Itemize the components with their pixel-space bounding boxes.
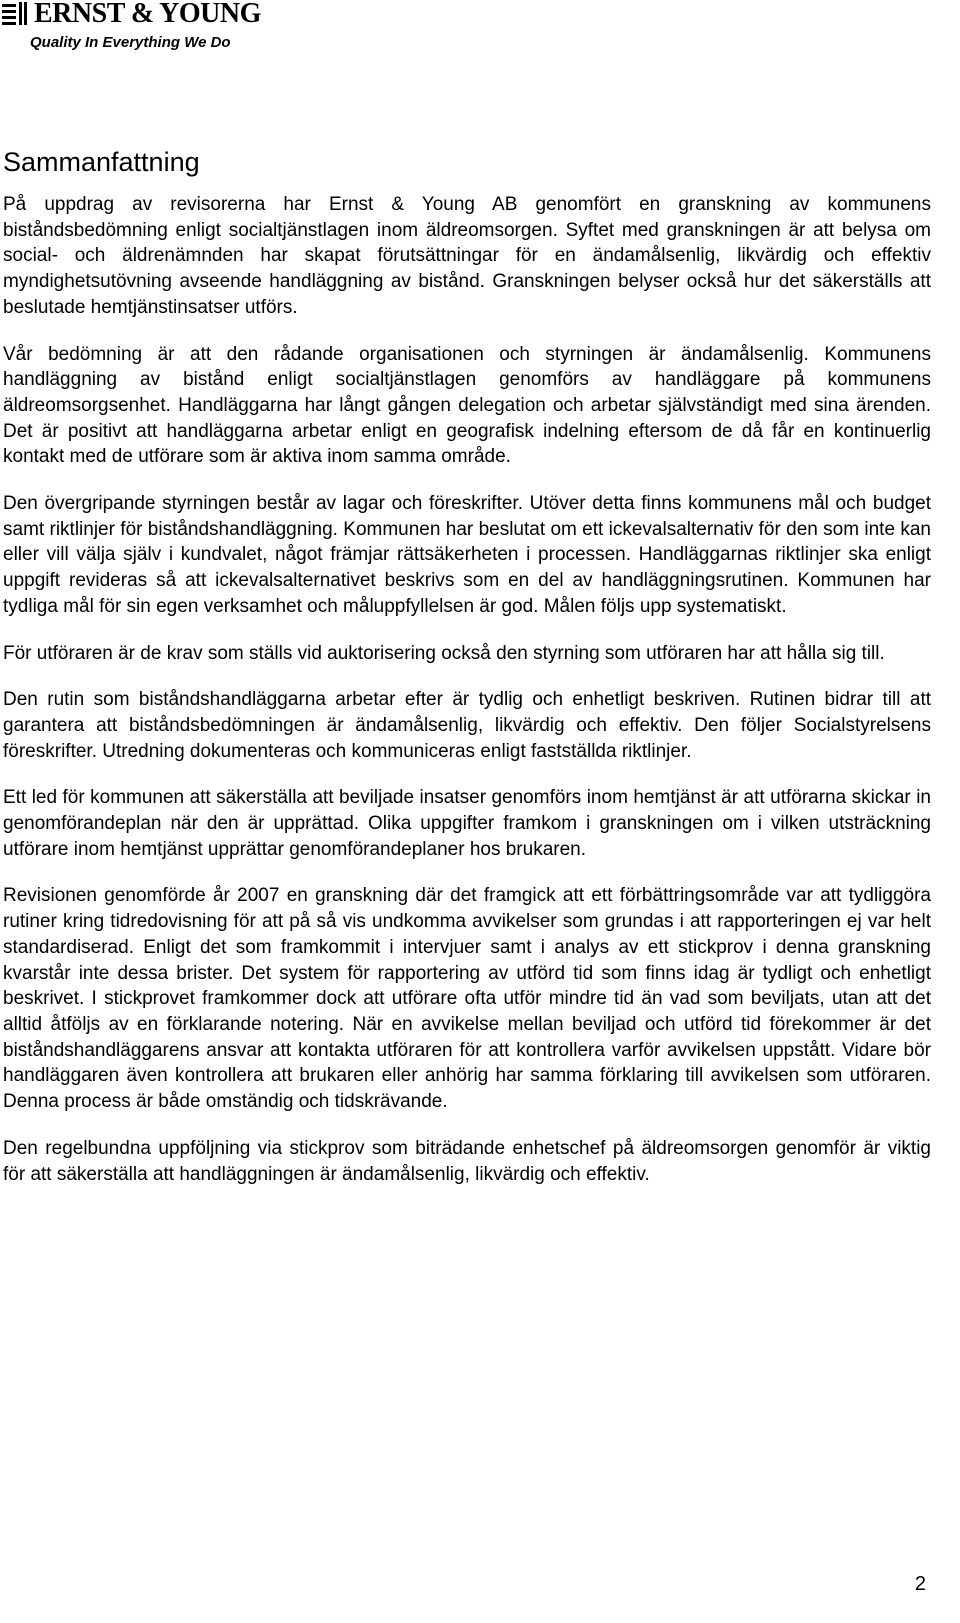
page-number: 2 <box>914 1573 926 1595</box>
paragraph: Den rutin som biståndshandläggarna arbetar efter är tydlig och enhetligt beskriven. Rutinen bidrar till att garantera att biståndsbedömningen är ändamålsenlig, likvärdig och effektiv. Den följer Socialstyrelsens föreskrifter. Utredning dokumenteras och kommuniceras enligt fastställda riktlinjer. <box>3 689 931 762</box>
paragraph: Den regelbundna uppföljning via stickprov som biträdande enhetschef på äldreomsorgen genomför är viktig för att säkerställa att handläggningen är ändamålsenlig, likvärdig och effektiv. <box>3 1137 931 1185</box>
paragraph: För utföraren är de krav som ställs vid auktorisering också den styrning som utföraren har att hålla sig till. <box>3 642 885 664</box>
paragraph: På uppdrag av revisorerna har Ernst & Young AB genomfört en granskning av kommunens biståndsbedömning enligt socialtjänstlagen inom äldreomsorgen. Syftet med granskningen är att belysa om social- och äldrenämnden har skapat förutsättningar för en ändamålsenlig, likvärdig och effektiv myndighetsutövning avseende handläggning av bistånd. Granskningen belyser också hur det säkerställs att beslutade hemtjänstinsatser utförs. <box>3 194 931 318</box>
paragraph: Ett led för kommunen att säkerställa att beviljade insatser genomförs inom hemtjänst är att utförarna skickar in genomförandeplan när den är upprättad. Olika uppgifter framkom i granskningen om i vilken utsträckning utförare inom hemtjänst upprättar genomförandeplaner hos brukaren. <box>3 787 931 860</box>
document-body <box>3 146 931 1208</box>
paragraph: Revisionen genomförde år 2007 en granskning där det framgick att ett förbättringsområde var att tydliggöra rutiner kring tidredovisning för att på så vis undkomma avvikelser som grundas i att rapporteringen ej var helt standardiserad. Enligt det som framkommit i intervjuer samt i analys av ett stickprov i denna granskning kvarstår inte dessa brister. Det system för rapportering av utförd tid som finns idag är tydligt och enhetligt beskrivet. I stickprovet framkommer dock att utförare ofta utför mindre tid än vad som beviljats, utan att det alltid åtföljs av en förklarande notering. När en avvikelse mellan beviljad och utförd tid förekommer är det biståndshandläggarens ansvar att kontakta utföraren för att kontrollera varför avvikelsen uppstått. Vidare bör handläggaren även kontrollera att brukaren eller anhörig har samma förklaring till avvikelsen som utföraren. Denna process är både omständig och tidskrävande. <box>3 885 931 1113</box>
logo-name: ERNST & YOUNG <box>34 0 261 29</box>
ey-stripes-icon <box>2 2 32 26</box>
logo-tagline: Quality In Everything We Do <box>30 34 231 51</box>
page-title: Sammanfattning <box>3 147 200 177</box>
company-logo <box>0 0 260 60</box>
paragraph: Den övergripande styrningen består av lagar och föreskrifter. Utöver detta finns kommunens mål och budget samt riktlinjer för biståndshandläggning. Kommunen har beslutat om ett ickevalsalternativ för den som inte kan eller vill välja själv i kundvalet, något främjar rättsäkerheten i processen. Handläggarnas riktlinjer ska enligt uppgift revideras så att ickevalsalternativet beskrivs som en del av handläggningsrutinen. Kommunen har tydliga mål för sin egen verksamhet och måluppfyllelsen är god. Målen följs upp systematiskt. <box>3 493 931 617</box>
paragraph: Vår bedömning är att den rådande organisationen och styrningen är ändamålsenlig. Kommunens handläggning av bistånd enligt socialtjänstlagen genomförs av handläggare på kommunens äldreomsorgsenhet. Handläggarna har långt gången delegation och arbetar självständigt med sina ärenden. Det är positivt att handläggarna arbetar enligt en geografisk indelning eftersom de då får en kontinuerlig kontakt med de utförare som är aktiva inom samma område. <box>3 343 931 468</box>
